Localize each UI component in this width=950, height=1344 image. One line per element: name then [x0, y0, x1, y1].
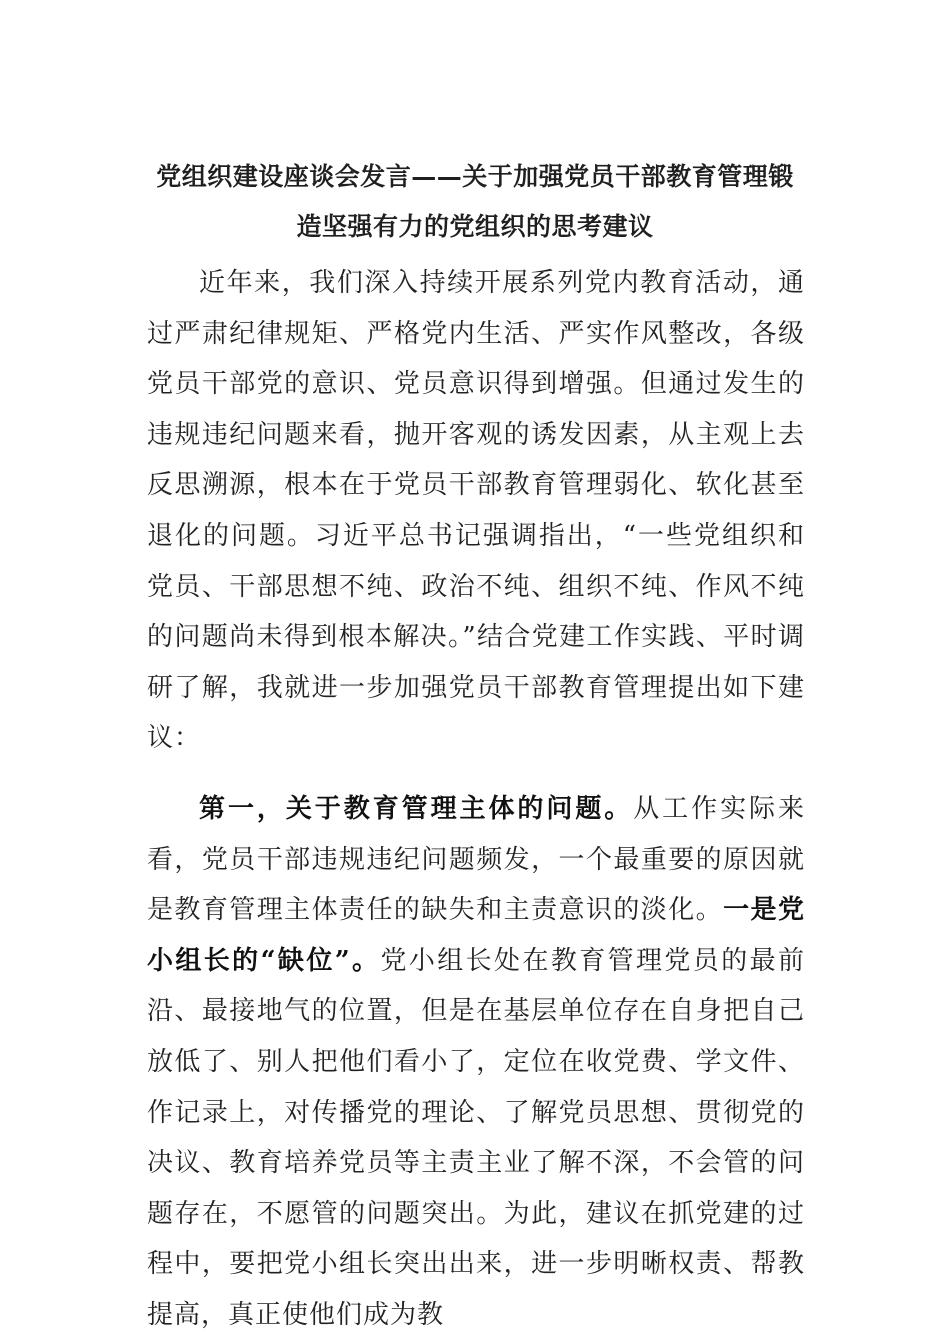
paragraph-first-point [147, 784, 805, 1341]
point-text-b: 党小组长处在教育管理党员的最前沿、最接地气的位置，但是在基层单位存在自身把自己放低了、别人把他们看小了，定位在收党费、学文件、作记录上，对传播党的理论、了解党员思想、贯彻党的决议、教育培养党员等主责主业了解不深，不会管的问题存在，不愿管的问题突出。为此，建议在抓党建的过程中，要把党小组长突出出来，进一步明晰权责、帮教提高，真正使他们成为教 [147, 945, 805, 1330]
point-subheading: 一是党小组长的“缺位”。 [147, 895, 805, 976]
paragraph-intro: 近年来，我们深入持续开展系列党内教育活动，通过严肃纪律规矩、严格党内生活、严实作风整改，各级党员干部党的意识、党员意识得到增强。但通过发生的违规违纪问题来看，抛开客观的诱发因素，从主观上去反思溯源，根本在于党员干部教育管理弱化、软化甚至退化的问题。习近平总书记强调指出，“一些党组织和党员、干部思想不纯、政治不纯、组织不纯、作风不纯的问题尚未得到根本解决。”结合党建工作实践、平时调研了解，我就进一步加强党员干部教育管理提出如下建议： [147, 268, 805, 754]
document-body [147, 258, 805, 1340]
title-line-2: 造坚强有力的党组织的思考建议 [296, 212, 654, 241]
document-title [150, 152, 800, 252]
title-line-1: 党组织建设座谈会发言——关于加强党员干部教育管理锻 [156, 162, 794, 191]
point-heading: 第一，关于教育管理主体的问题。 [199, 793, 634, 824]
point-text-a: 从工作实际来看，党员干部违规违纪问题频发，一个最重要的原因就是教育管理主体责任的缺失和主责意识的淡化。 [147, 793, 805, 926]
